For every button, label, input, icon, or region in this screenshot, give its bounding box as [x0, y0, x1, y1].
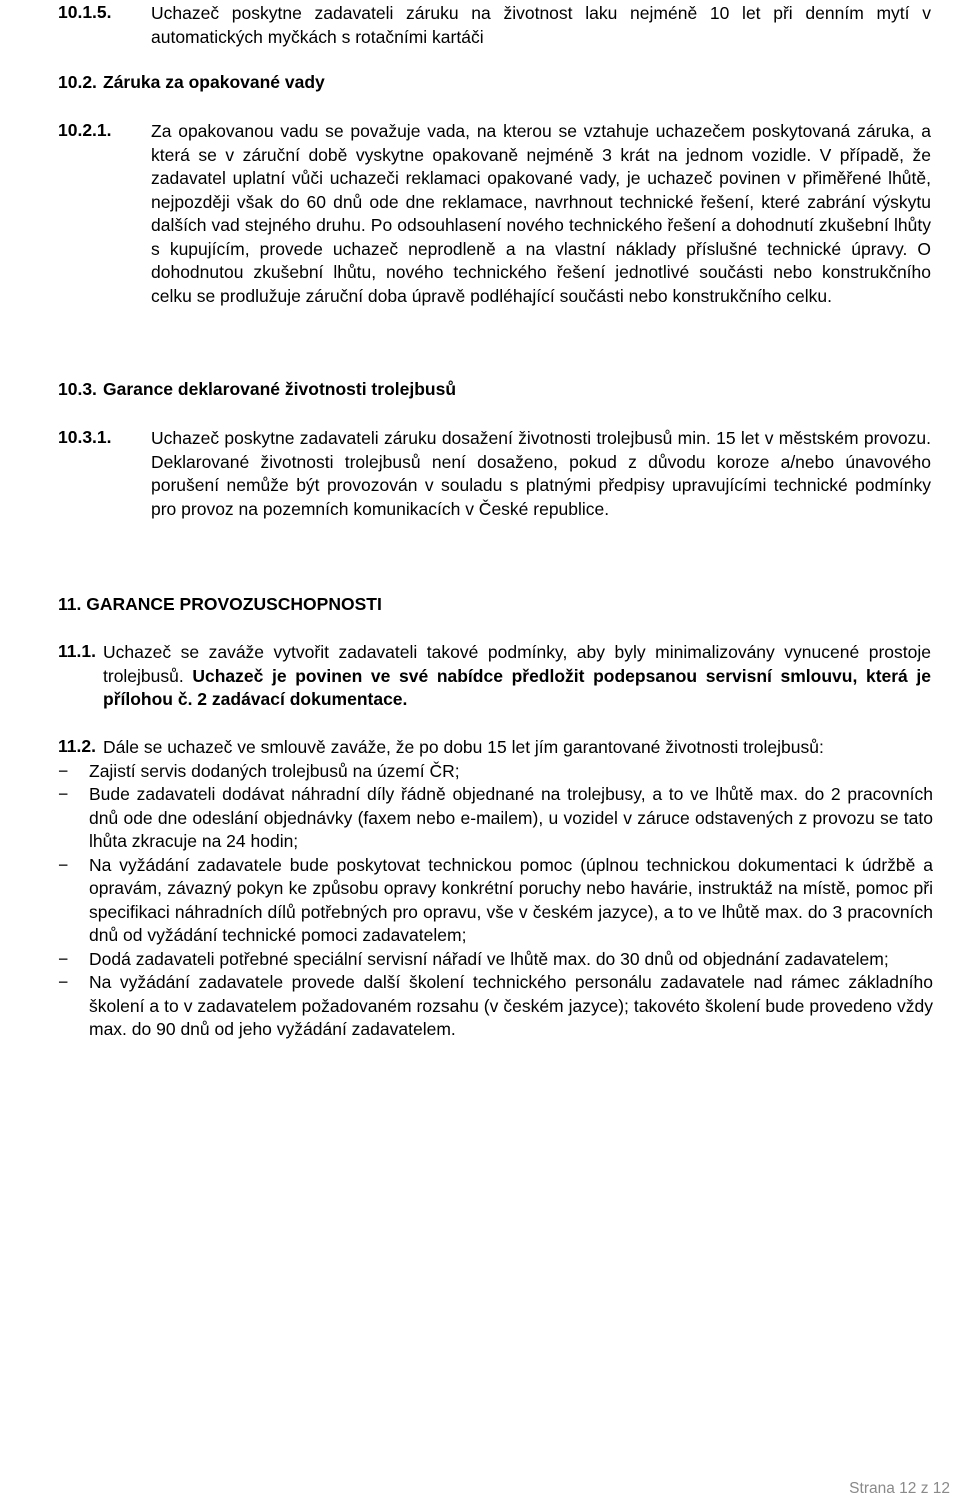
section-text: [103, 641, 931, 712]
list-item: [0, 760, 933, 784]
list-item-text: Zajistí servis dodaných trolejbusů na území ČR;: [89, 760, 460, 781]
section-number: 10.1.5.: [58, 2, 112, 22]
dash-bullet: −: [58, 972, 69, 992]
list-item: [0, 971, 933, 1042]
section-title: Záruka za opakované vady: [103, 72, 325, 92]
list-item: [0, 948, 933, 972]
dash-bullet: −: [58, 948, 69, 969]
section-text: Dále se uchazeč ve smlouvě zaváže, že po dobu 15 let jím garantované životnosti trolejbusů:: [103, 737, 824, 757]
section-10-1-5: [0, 2, 960, 49]
obligations-list: [0, 760, 960, 1042]
section-text-bold: Uchazeč je povinen ve své nabídce předložit podepsanou servisní smlouvu, která je přílohou č. 2 zadávací dokumentace.: [103, 665, 932, 709]
section-number: 10.2.1.: [58, 120, 112, 140]
section-10-2-1: [0, 120, 960, 308]
list-item: [0, 783, 933, 854]
list-item-text: Na vyžádání zadavatele provede další školení technického personálu zadavatele nad rámec základního školení a to v zadavatelem požadovaném rozsahu (v českém jazyce); takovéto školení bude provedeno vždy max. do 90 dnů od jeho vyžádání zadavatelem.: [89, 972, 933, 1039]
section-number: 10.3.1.: [58, 427, 112, 447]
dash-bullet: −: [58, 854, 69, 875]
section-number: 11.2.: [58, 736, 96, 756]
section-number: 10.2.: [58, 72, 97, 92]
page-number: Strana 12 z 12: [849, 1480, 950, 1497]
chapter-title: 11. GARANCE PROVOZUSCHOPNOSTI: [58, 594, 382, 614]
list-item: [0, 854, 933, 948]
section-text-plain: Uchazeč se zaváže vytvořit zadavateli takové podmínky, aby byly minimalizovány vynucené prostoje trolejbusů.: [103, 642, 931, 686]
section-text: Uchazeč poskytne zadavateli záruku na životnost laku nejméně 10 let při denním mytí v automatických myčkách s rotačními kartáči: [151, 3, 931, 47]
section-number: 11.1.: [58, 641, 96, 661]
dash-bullet: −: [58, 784, 69, 804]
section-title: Garance deklarované životnosti trolejbusů: [103, 379, 457, 399]
section-text: Za opakovanou vadu se považuje vada, na kterou se vztahuje uchazečem poskytovaná záruka, a která se v záruční době vyskytne opakovaně nejméně 3 krát na jednom vozidle. V případě, že zadavatel uplatní vůči uchazeči reklamaci opakované vady, je uchazeč povinen v přiměřené lhůtě, nejpozději však do 60 dnů ode dne reklamace, navrhnout technické řešení, které zabrání výskytu dalších vad stejného druhu. Po odsouhlasení nového technického řešení a dohodnutí zkušební lhůty s kupujícím, provede uchazeč neprodleně a na vlastní náklady příslušné technické úpravy. O dohodnutou zkušební lhůtu, nového technického řešení jednotlivé součásti nebo konstrukčního celku se prodlužuje záruční doba úpravě podléhající součásti nebo konstrukčního celku.: [151, 121, 931, 306]
dash-bullet: −: [58, 760, 69, 781]
section-number: 10.3.: [58, 379, 97, 399]
section-11-2: [0, 736, 960, 1042]
list-item-text: Na vyžádání zadavatele bude poskytovat technickou pomoc (úplnou technickou dokumentaci k údržbě a opravám, závazný pokyn ke způsobu opravy konkrétní poruchy nebo havárie, instruktáž na místě, pomoc při specifikaci náhradních dílů potřebných pro opravu, vše v českém jazyce), a to ve lhůtě max. do 3 pracovních dnů od vyžádání technické pomoci zadavatelem;: [89, 854, 933, 945]
section-11-1: [0, 641, 960, 712]
list-item-text: Bude zadavateli dodávat náhradní díly řádně objednané na trolejbusy, a to ve lhůtě max. do 2 pracovních dnů ode dne odeslání objednávky (faxem nebo e-mailem), u vozidel v záruce odstavených z provozu se tato lhůta zkracuje na 24 hodin;: [89, 784, 933, 851]
section-10-3-1: [0, 427, 960, 521]
list-item-text: Dodá zadavateli potřebné speciální servisní nářadí ve lhůtě max. do 30 dnů od objednání zadavatelem;: [89, 948, 889, 969]
section-text: Uchazeč poskytne zadavateli záruku dosažení životnosti trolejbusů min. 15 let v městském provozu. Deklarované životnosti trolejbusů není dosaženo, pokud z důvodu koroze a/nebo únavového porušení nemůže být provozován v souladu s platnými předpisy upravujícími technické podmínky pro provoz na pozemních komunikacích v České republice.: [151, 428, 931, 519]
